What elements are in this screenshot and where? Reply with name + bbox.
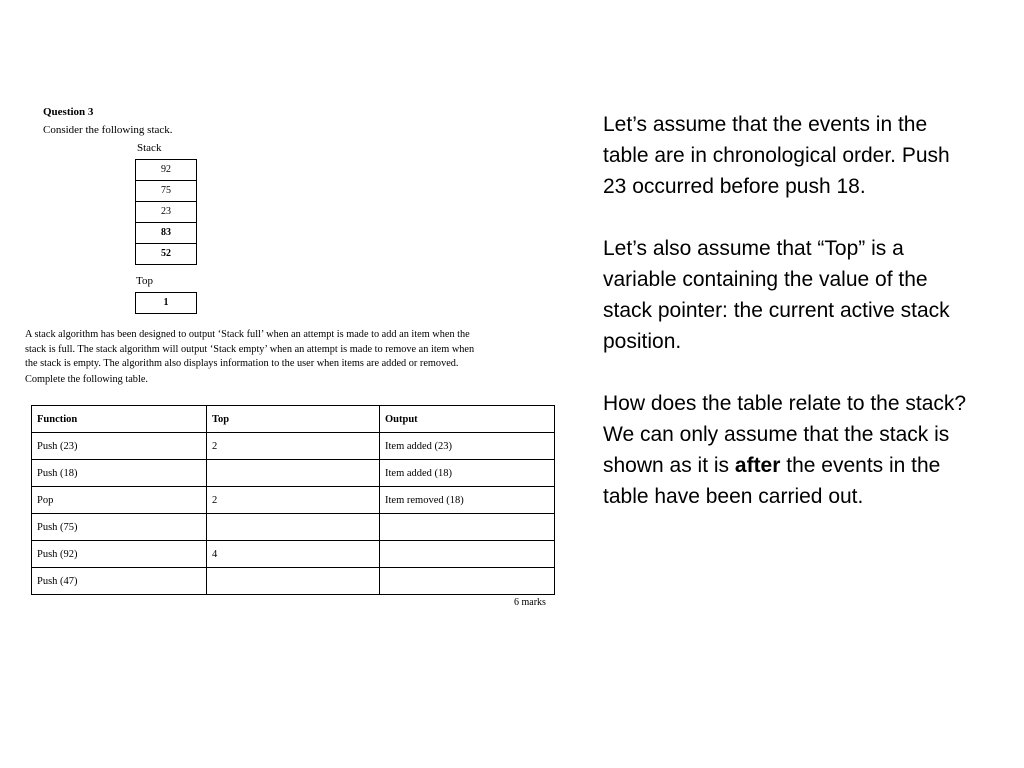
cell-top: 2 <box>207 487 380 514</box>
events-table <box>31 405 555 595</box>
stack-diagram <box>135 159 197 265</box>
table-row <box>32 433 555 460</box>
cell-function: Push (92) <box>32 541 207 568</box>
cell-function: Push (47) <box>32 568 207 595</box>
cell-output: Item added (23) <box>380 433 555 460</box>
stack-cell: 75 <box>136 181 196 202</box>
stack-cell: 23 <box>136 202 196 223</box>
cell-top: 4 <box>207 541 380 568</box>
algorithm-line: A stack algorithm has been designed to output ‘Stack full’ when an attempt is made to add an item when the <box>25 329 470 340</box>
cell-function: Pop <box>32 487 207 514</box>
cell-output <box>380 568 555 595</box>
paragraph-3-text-end: the events in the table have been carried out. <box>603 454 941 508</box>
explanation-paragraph-3 <box>603 388 973 512</box>
cell-output: Item added (18) <box>380 460 555 487</box>
table-row <box>32 541 555 568</box>
table-row <box>32 568 555 595</box>
stack-cell: 92 <box>136 160 196 181</box>
table-header-row <box>32 406 555 433</box>
top-value-box: 1 <box>135 292 197 314</box>
cell-output <box>380 541 555 568</box>
complete-instruction: Complete the following table. <box>25 374 148 385</box>
header-function: Function <box>32 406 207 433</box>
cell-function: Push (18) <box>32 460 207 487</box>
algorithm-line: the stack is empty. The algorithm also displays information to the user when items are added or removed. <box>25 358 459 370</box>
cell-function: Push (75) <box>32 514 207 541</box>
header-output: Output <box>380 406 555 433</box>
explanation-paragraph-2: Let’s also assume that “Top” is a variable containing the value of the stack pointer: the current active stack position. <box>603 237 950 353</box>
stack-cell: 83 <box>136 223 196 244</box>
question-title: Question 3 <box>43 106 94 118</box>
cell-output <box>380 514 555 541</box>
paragraph-3-text: How does the table relate to the stack? We can only assume that the stack is shown as it is <box>603 392 967 477</box>
cell-top <box>207 460 380 487</box>
header-top: Top <box>207 406 380 433</box>
emphasis-after: after <box>734 454 781 477</box>
algorithm-line: stack is full. The stack algorithm will output ‘Stack empty’ when an attempt is made to remove an item when <box>25 343 475 355</box>
stack-cell: 52 <box>136 244 196 265</box>
cell-output: Item removed (18) <box>380 487 555 514</box>
stack-label: Stack <box>137 142 162 154</box>
table-row <box>32 460 555 487</box>
table-row <box>32 487 555 514</box>
explanation-text <box>603 109 973 543</box>
cell-top <box>207 568 380 595</box>
top-label: Top <box>136 275 153 287</box>
explanation-paragraph-1: Let’s assume that the events in the table are in chronological order. Push 23 occurred before push 18. <box>603 113 950 198</box>
marks-label: 6 marks <box>514 597 546 608</box>
cell-function: Push (23) <box>32 433 207 460</box>
cell-top <box>207 514 380 541</box>
table-row <box>32 514 555 541</box>
cell-top: 2 <box>207 433 380 460</box>
question-intro: Consider the following stack. <box>43 124 173 136</box>
algorithm-description <box>25 328 555 372</box>
